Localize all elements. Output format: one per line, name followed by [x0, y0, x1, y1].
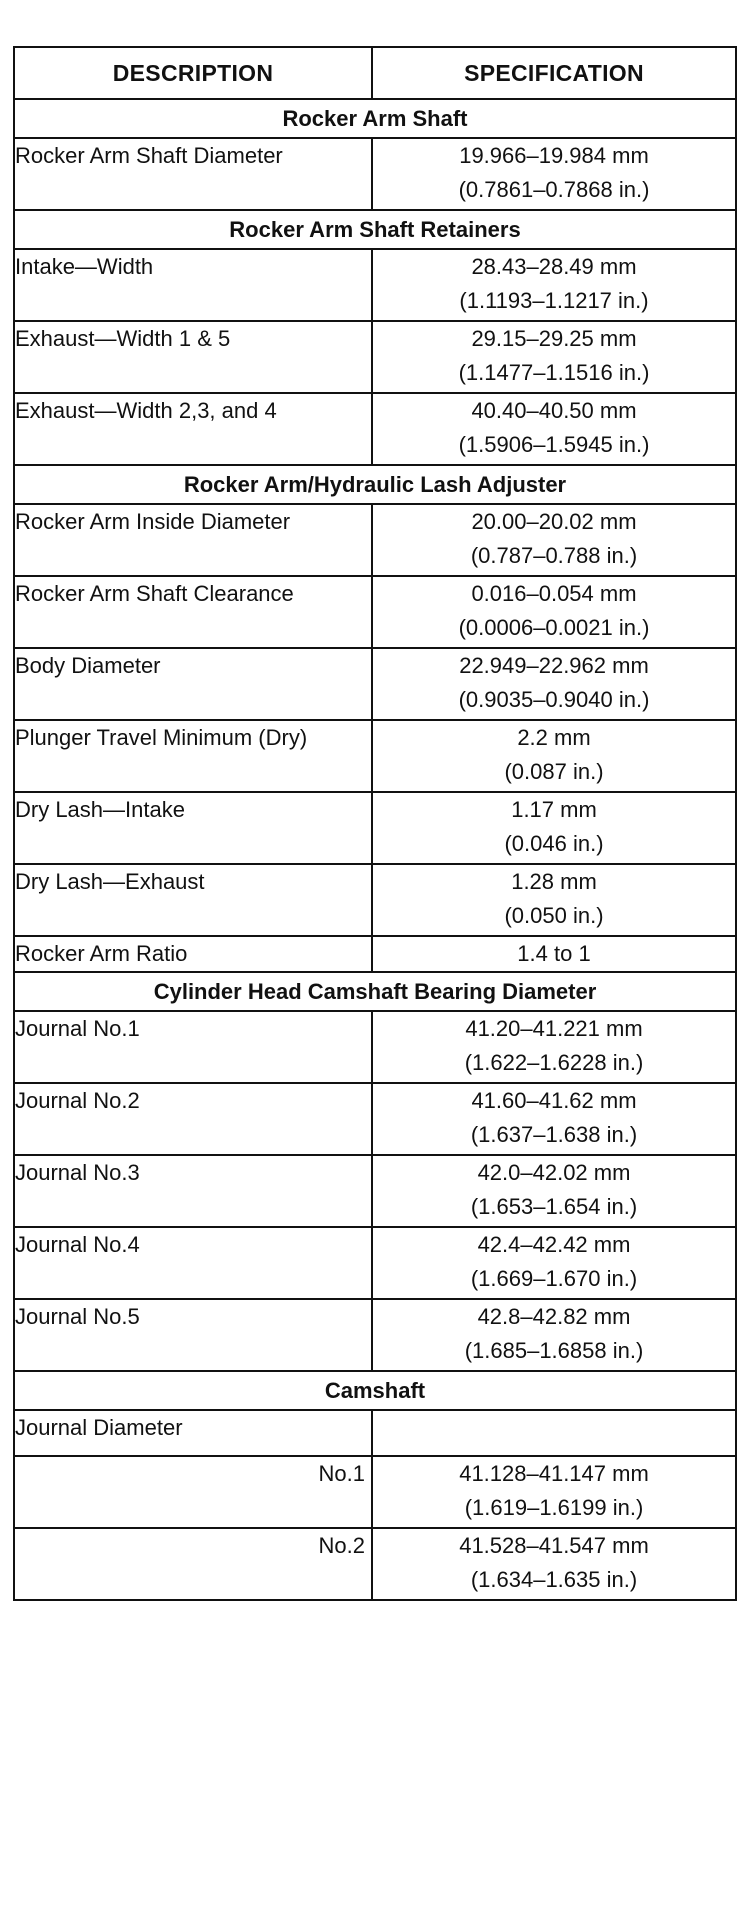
- row-description: [14, 1528, 372, 1600]
- spec-imperial: (0.087 in.): [504, 759, 604, 784]
- spec-imperial: (1.5906–1.5945 in.): [458, 432, 650, 457]
- spec-metric: 42.4–42.42 mm: [477, 1232, 631, 1257]
- table-row: [14, 864, 736, 936]
- row-description: Rocker Arm Inside Diameter: [14, 504, 372, 576]
- spec-imperial: (1.669–1.670 in.): [470, 1266, 638, 1291]
- row-description: Journal No.4: [14, 1227, 372, 1299]
- row-specification: [372, 576, 736, 648]
- spec-metric: 1.4 to 1: [517, 941, 591, 966]
- spec-imperial: (0.787–0.788 in.): [470, 543, 638, 568]
- table-row: [14, 504, 736, 576]
- row-specification: [372, 648, 736, 720]
- table-row: [14, 1083, 736, 1155]
- row-description: Journal No.2: [14, 1083, 372, 1155]
- table-row: [14, 138, 736, 210]
- spec-imperial: (1.622–1.6228 in.): [464, 1050, 644, 1075]
- section-row: [14, 210, 736, 249]
- section-title: Rocker Arm Shaft: [14, 99, 736, 138]
- table-row: [14, 1456, 736, 1528]
- row-specification: [372, 936, 736, 972]
- row-description: Rocker Arm Shaft Clearance: [14, 576, 372, 648]
- header-specification: SPECIFICATION: [372, 47, 736, 99]
- row-description: Plunger Travel Minimum (Dry): [14, 720, 372, 792]
- spec-imperial: (0.050 in.): [504, 903, 604, 928]
- section-row: [14, 99, 736, 138]
- row-description: Dry Lash—Exhaust: [14, 864, 372, 936]
- row-description: Journal No.5: [14, 1299, 372, 1371]
- table-row: [14, 1011, 736, 1083]
- spec-metric: 2.2 mm: [517, 725, 591, 750]
- row-specification: [372, 720, 736, 792]
- table-row: [14, 249, 736, 321]
- row-description: Intake—Width: [14, 249, 372, 321]
- spec-metric: 40.40–40.50 mm: [471, 398, 637, 423]
- spec-metric: 19.966–19.984 mm: [459, 143, 649, 168]
- spec-imperial: (1.685–1.6858 in.): [464, 1338, 644, 1363]
- spec-imperial: (1.1193–1.1217 in.): [459, 288, 649, 313]
- row-specification: [372, 1083, 736, 1155]
- spec-metric: 29.15–29.25 mm: [471, 326, 637, 351]
- spec-imperial: (0.9035–0.9040 in.): [458, 687, 650, 712]
- row-description: Dry Lash—Intake: [14, 792, 372, 864]
- row-specification: [372, 138, 736, 210]
- spec-metric: 0.016–0.054 mm: [471, 581, 637, 606]
- spec-imperial: (1.637–1.638 in.): [470, 1122, 638, 1147]
- table-row: [14, 1227, 736, 1299]
- table-row: [14, 720, 736, 792]
- row-specification: [372, 864, 736, 936]
- table-row: [14, 321, 736, 393]
- spec-metric: 41.60–41.62 mm: [471, 1088, 637, 1113]
- spec-table: [13, 46, 737, 1601]
- spec-metric: 1.17 mm: [511, 797, 597, 822]
- table-row: [14, 1528, 736, 1600]
- table-row: [14, 1155, 736, 1227]
- spec-metric: 42.0–42.02 mm: [477, 1160, 631, 1185]
- table-row: [14, 792, 736, 864]
- section-title: Camshaft: [14, 1371, 736, 1410]
- section-title: Rocker Arm/Hydraulic Lash Adjuster: [14, 465, 736, 504]
- table-row: [14, 936, 736, 972]
- journal-number-label: No.2: [318, 1533, 365, 1558]
- row-specification: [372, 393, 736, 465]
- spec-imperial: (1.1477–1.1516 in.): [458, 360, 650, 385]
- row-specification: [372, 792, 736, 864]
- section-title: Cylinder Head Camshaft Bearing Diameter: [14, 972, 736, 1011]
- spec-imperial: (0.7861–0.7868 in.): [458, 177, 650, 202]
- row-description: Exhaust—Width 2,3, and 4: [14, 393, 372, 465]
- section-row: [14, 465, 736, 504]
- spec-metric: 28.43–28.49 mm: [471, 254, 637, 279]
- spec-imperial: (1.619–1.6199 in.): [464, 1495, 644, 1520]
- row-specification: [372, 1155, 736, 1227]
- spec-imperial: (0.046 in.): [504, 831, 604, 856]
- spec-imperial: (0.0006–0.0021 in.): [458, 615, 650, 640]
- row-description: Journal No.3: [14, 1155, 372, 1227]
- table-row: [14, 393, 736, 465]
- row-specification: [372, 1299, 736, 1371]
- row-description: Rocker Arm Ratio: [14, 936, 372, 972]
- spec-metric: 1.28 mm: [511, 869, 597, 894]
- spec-metric: 42.8–42.82 mm: [477, 1304, 631, 1329]
- row-description: Exhaust—Width 1 & 5: [14, 321, 372, 393]
- spec-metric: 22.949–22.962 mm: [459, 653, 649, 678]
- row-specification-empty: [372, 1410, 736, 1456]
- section-title: Rocker Arm Shaft Retainers: [14, 210, 736, 249]
- table-row: [14, 1299, 736, 1371]
- row-specification: [372, 249, 736, 321]
- table-row: [14, 576, 736, 648]
- journal-diameter-label: Journal Diameter: [14, 1410, 372, 1456]
- row-description: Journal No.1: [14, 1011, 372, 1083]
- row-specification: [372, 1456, 736, 1528]
- header-row: [14, 47, 736, 99]
- section-row: [14, 1371, 736, 1410]
- table-row: [14, 648, 736, 720]
- row-specification: [372, 1528, 736, 1600]
- spec-imperial: (1.634–1.635 in.): [470, 1567, 638, 1592]
- spec-metric: 41.20–41.221 mm: [465, 1016, 643, 1041]
- journal-number-label: No.1: [318, 1461, 365, 1486]
- row-description: [14, 1456, 372, 1528]
- row-description: Body Diameter: [14, 648, 372, 720]
- row-specification: [372, 504, 736, 576]
- row-specification: [372, 1011, 736, 1083]
- row-specification: [372, 321, 736, 393]
- header-description: DESCRIPTION: [14, 47, 372, 99]
- row-specification: [372, 1227, 736, 1299]
- spec-metric: 41.528–41.547 mm: [459, 1533, 649, 1558]
- table-row: [14, 1410, 736, 1456]
- spec-metric: 20.00–20.02 mm: [471, 509, 637, 534]
- spec-imperial: (1.653–1.654 in.): [470, 1194, 638, 1219]
- row-description: Rocker Arm Shaft Diameter: [14, 138, 372, 210]
- spec-metric: 41.128–41.147 mm: [459, 1461, 649, 1486]
- section-row: [14, 972, 736, 1011]
